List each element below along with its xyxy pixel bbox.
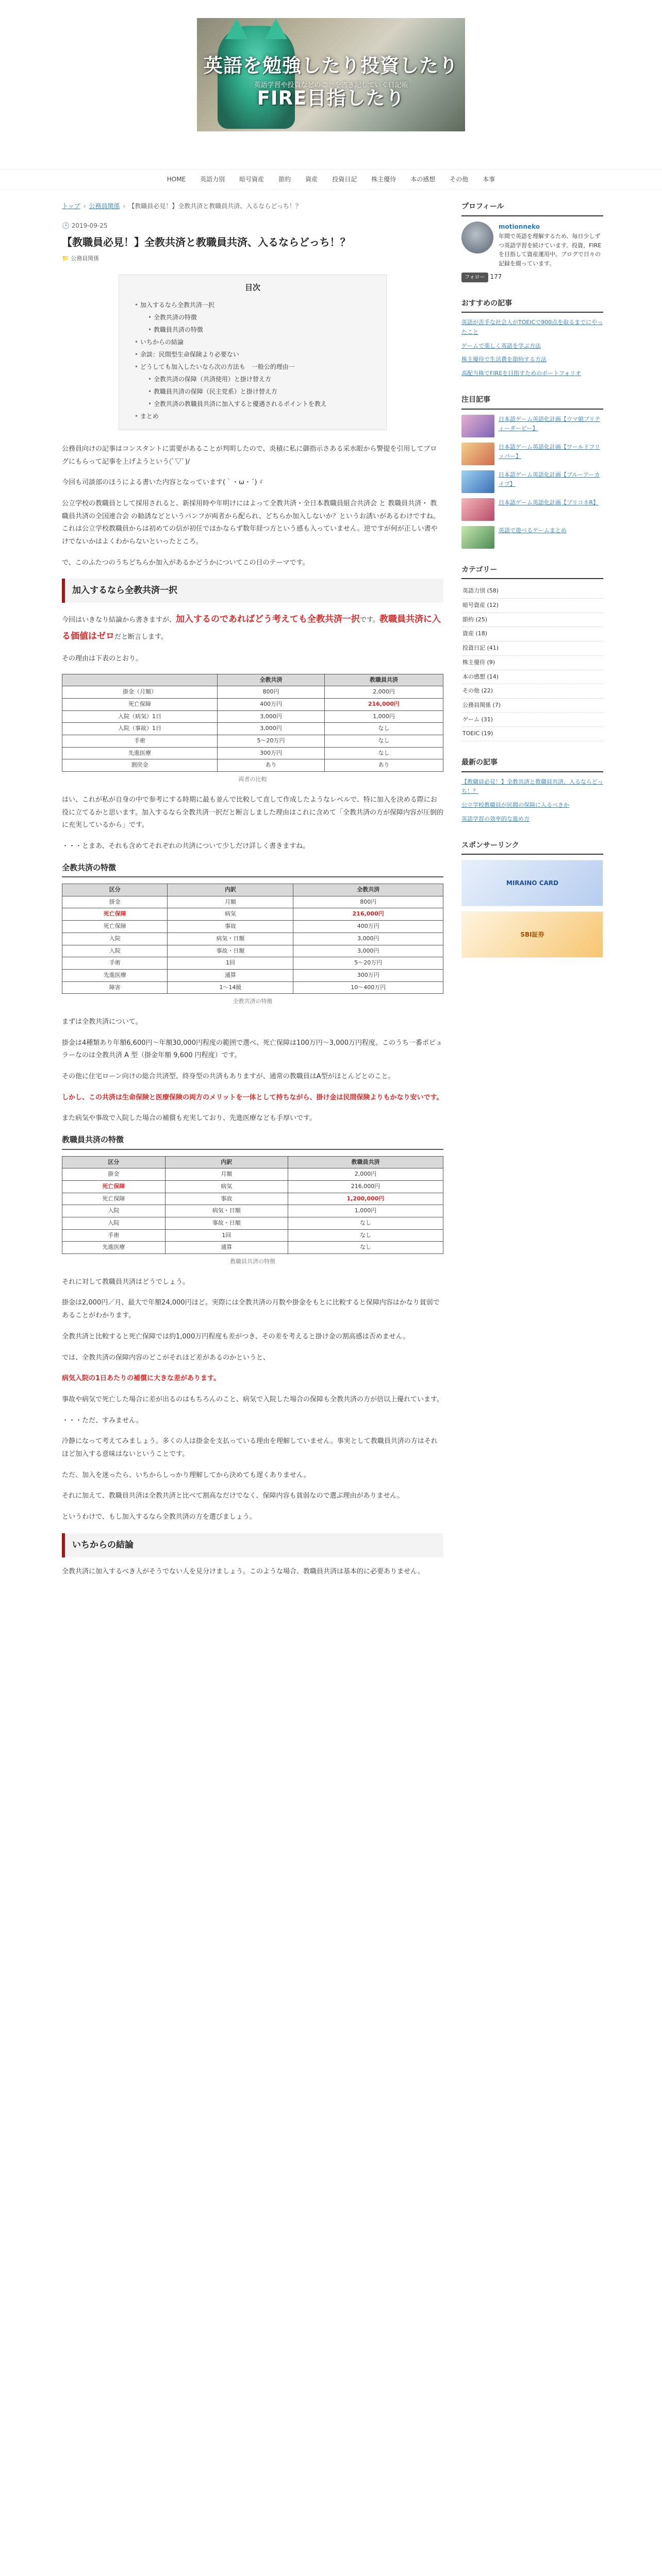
- recommended-link[interactable]: ゲームで楽しく英語を学ぶ方法: [461, 342, 541, 349]
- table-caption: 教職員共済の特徴: [230, 1258, 275, 1265]
- sponsor-widget: [461, 840, 603, 958]
- table-row: [62, 686, 443, 699]
- section-heading: いちからの結論: [62, 1533, 443, 1557]
- paragraph: その他に住宅ローン向けの総合共済型、終身型の共済もありますが、通常の教職員はA型がほとんどとのこと。: [62, 1073, 395, 1081]
- table-header: 全教共済: [293, 884, 443, 896]
- table-row: [62, 921, 443, 933]
- paragraph: それに加えて、教職員共済は全教共済と比べて割高なだけでなく、保障内容も貧弱なので選ぶ理由がありません。: [62, 1492, 404, 1500]
- post-date-text: 2019-09-25: [71, 222, 108, 230]
- paragraph: ただ、加入を迷ったら、いちからしっかり理解してから決めても遅くありません。: [62, 1471, 310, 1479]
- table-row: [62, 1168, 443, 1181]
- table-cell: 400万円: [293, 921, 443, 933]
- table-cell: 病気・日額: [165, 1205, 288, 1217]
- widget-title: プロフィール: [461, 201, 603, 216]
- breadcrumb-current: 【教職員必見！】全教共済と教職員共済、入るならどっち！？: [128, 202, 302, 210]
- profile-name[interactable]: motionneko: [499, 223, 540, 230]
- sec1-lead: [62, 611, 443, 645]
- category-item[interactable]: 公務員関係 (7): [461, 699, 603, 713]
- table-row: [62, 945, 443, 957]
- table-header-row: [62, 1156, 443, 1168]
- table-header: 内訳: [168, 884, 293, 896]
- post-category-label: 公務員関係: [71, 255, 100, 262]
- toc-subitem[interactable]: • 全教共済の保障（共済使用）と掛け替え方: [148, 373, 371, 385]
- lead-text: だと断言します。: [114, 633, 168, 641]
- page-wrap: [62, 201, 603, 1586]
- table-cell: 手術: [62, 1229, 166, 1242]
- table-cell: 5～20万円: [293, 957, 443, 970]
- profile-text: 年間で英語を理解するため、毎日少しずつ英語学習を続けています。投資、FIREを目指して資産運用中。ブログで日々の記録を綴っています。: [499, 233, 602, 267]
- table-cell: 3,000円: [293, 945, 443, 957]
- widget-title: 最新の記事: [461, 757, 603, 772]
- toc-item-label[interactable]: どうしても加入したいなら次の方法も 一般公的理由一: [140, 363, 295, 370]
- avatar[interactable]: [461, 222, 493, 253]
- paragraph-emphasis: 病気入院の1日あたりの補償に大きな差があります。: [62, 1375, 221, 1383]
- table-cell: 先進医療: [62, 969, 168, 981]
- category-widget: [461, 564, 603, 741]
- table-row: [62, 1180, 443, 1193]
- paragraph: ・・・ただ、すみません。: [62, 1416, 143, 1425]
- folder-icon: 📁: [62, 255, 71, 262]
- category-item[interactable]: 暗号資産 (12): [461, 599, 603, 613]
- profile-card: [461, 222, 603, 268]
- main-column: [62, 201, 443, 1586]
- subsection-heading: 全教共済の特徴: [62, 861, 443, 878]
- table-cell: 10～400万円: [293, 981, 443, 994]
- table-cell: 事故: [168, 921, 293, 933]
- category-item[interactable]: その他 (22): [461, 684, 603, 699]
- follower-count: 177: [490, 273, 502, 280]
- table-cell: 1,000円: [288, 1205, 443, 1217]
- paragraph: まずは全教共済について。: [62, 1018, 142, 1026]
- post-title: 【教職員必見！】全教共済と教職員共済、入るならどっち！？: [62, 235, 351, 248]
- latest-link[interactable]: 公立学校教職員が民間の保険に入るべきか: [461, 802, 569, 809]
- table-row: [62, 747, 443, 759]
- toc-item[interactable]: • 余談：民間型生命保険より必要ない: [135, 348, 371, 361]
- profile-widget: [461, 201, 603, 282]
- table-cell: 事故: [165, 1193, 288, 1205]
- recommended-widget: [461, 298, 603, 379]
- lead-highlight: 加入するのであればどう考えても全教共済一択: [176, 614, 360, 625]
- popular-title[interactable]: 日本語ゲーム英語化計画【ワールドフリッパー】: [499, 443, 601, 460]
- table-cell: 掛金（月額）: [62, 686, 218, 699]
- table-cell: 1回: [168, 957, 293, 970]
- nav-item[interactable]: HOME: [167, 175, 186, 183]
- post-date: [62, 221, 443, 231]
- category-item[interactable]: 投資日記 (41): [461, 641, 603, 656]
- lead-text: です。: [360, 616, 379, 624]
- table-cell: なし: [324, 723, 443, 735]
- site-header: [0, 0, 662, 155]
- latest-widget: [461, 757, 603, 824]
- table-row: [62, 896, 443, 908]
- subsection-heading: 教職員共済の特徴: [62, 1133, 443, 1150]
- table-cell: 死亡保障: [62, 1180, 166, 1193]
- chevron-right-icon: ›: [83, 202, 86, 210]
- widget-title: カテゴリー: [461, 564, 603, 580]
- table-cell: 1,000円: [324, 710, 443, 723]
- table-cell: あり: [218, 759, 325, 772]
- table-cell: 死亡保障: [62, 699, 218, 711]
- paragraph: 全教共済と比較すると死亡保障では約1,000万円程度も差がつき、その差を考えると掛け金の割高感は否めません。: [62, 1332, 410, 1341]
- table-cell: 入院: [62, 933, 168, 945]
- table-row: [62, 908, 443, 921]
- table-cell: 事故・日額: [168, 945, 293, 957]
- toc-heading: 目次: [244, 283, 260, 293]
- category-item[interactable]: 本の感想 (14): [461, 670, 603, 685]
- table-cell: 月額: [168, 896, 293, 908]
- site-title[interactable]: 英語を勉強したり投資したりFIRE目指したり: [204, 55, 458, 109]
- table-cell: 800円: [218, 686, 325, 699]
- table-cell: なし: [324, 735, 443, 748]
- zenkyo-table: [62, 884, 443, 994]
- site-subtitle: 英語学習や投資などのことを書き記していく日記帳: [254, 81, 408, 89]
- breadcrumb-home[interactable]: トップ: [62, 202, 80, 210]
- table-cell: 病気・日額: [168, 933, 293, 945]
- global-nav: [0, 169, 662, 190]
- table-cell: 5～20万円: [218, 735, 325, 748]
- toc-item[interactable]: • いちからの結論: [135, 336, 371, 348]
- category-item[interactable]: TOEIC (19): [461, 727, 603, 741]
- recommended-link[interactable]: 高配当株でFIREを目指すためのポートフォリオ: [461, 370, 582, 377]
- intro-paragraph: で、このふたつのうちどちらか加入があるかどうかについてこの日のテーマです。: [62, 558, 309, 567]
- table-row: [62, 735, 443, 748]
- table-row: [62, 1193, 443, 1205]
- table-cell: あり: [324, 759, 443, 772]
- table-row: [62, 1229, 443, 1242]
- paragraph: それに対して教職員共済はどうでしょう。: [62, 1278, 190, 1286]
- lead-highlight: 教職員共済に入る価値はゼロ: [62, 614, 441, 641]
- table-cell: 入院: [62, 945, 168, 957]
- paragraph: 掛金は2,000円／月、最大で年額24,000円ほど。実際には全教共済の月数や掛金をもとに比較すると保障内容はかなり貧弱であることがわかります。: [62, 1299, 440, 1320]
- table-cell: 2,000円: [288, 1168, 443, 1181]
- table-cell: 手術: [62, 735, 218, 748]
- category-item[interactable]: 英語力別 (58): [461, 584, 603, 599]
- thumbnail: [461, 470, 494, 493]
- breadcrumb: [62, 201, 443, 211]
- clock-icon: 🕒: [62, 222, 72, 230]
- table-cell: 割戻金: [62, 759, 218, 772]
- nav-item[interactable]: 株主優待: [371, 175, 396, 183]
- table-row: [62, 699, 443, 711]
- category-item[interactable]: 節約 (25): [461, 613, 603, 628]
- table-cell: 月額: [165, 1168, 288, 1181]
- popular-item[interactable]: [461, 526, 603, 549]
- paragraph: 事故や病気で死亡した場合に差が出るのはもちろんのこと、病気で入院した場合の保障も全教共済の方が倍以上優れています。: [62, 1395, 443, 1403]
- table-row: [62, 1205, 443, 1217]
- toc-subitem[interactable]: • 全教共済の特徴: [148, 311, 371, 324]
- chevron-right-icon: ›: [123, 202, 126, 210]
- table-cell: 2,000円: [324, 686, 443, 699]
- header-banner[interactable]: [197, 18, 465, 131]
- table-cell: 800円: [293, 896, 443, 908]
- nav-item[interactable]: 投資日記: [332, 175, 357, 183]
- table-row: [62, 1217, 443, 1230]
- ad-banner[interactable]: [461, 860, 603, 906]
- table-cell: 300万円: [293, 969, 443, 981]
- table-cell: なし: [288, 1217, 443, 1230]
- table-cell: なし: [324, 747, 443, 759]
- toc-item[interactable]: [135, 299, 371, 336]
- table-cell: 死亡保障: [62, 1193, 166, 1205]
- popular-item[interactable]: [461, 443, 603, 465]
- table-header-row: [62, 884, 443, 896]
- table-cell: 死亡保障: [62, 908, 168, 921]
- latest-link[interactable]: 英語学習の効率的な進め方: [461, 815, 529, 822]
- paragraph: また病気や事故で入院した場合の補償も充実しており、先進医療なども手厚いです。: [62, 1114, 316, 1123]
- table-cell: 1,200,000円: [288, 1193, 443, 1205]
- paragraph: はい、これが私が自身の中で参考にする時期に最も並んで比較して直して作成したようなレベルで、特に加入を決める際にお役に立てるかと思います。加入するなら全教共済一択だと断言しました理由はこれに含めて「全教共済の方が保障内容が圧倒的に充実しているから」です。: [62, 795, 443, 829]
- table-header: 区分: [62, 884, 168, 896]
- nav-item[interactable]: 暗号資産: [239, 175, 264, 183]
- table-cell: 3,000円: [293, 933, 443, 945]
- nav-item[interactable]: 節約: [278, 175, 291, 183]
- popular-title[interactable]: 日本語ゲーム英語化計画【ウマ娘プリティーダービー】: [499, 415, 601, 432]
- table-cell: 216,000円: [293, 908, 443, 921]
- table-cell: 1～14級: [168, 981, 293, 994]
- popular-item[interactable]: [461, 498, 603, 521]
- table-cell: 掛金: [62, 1168, 166, 1181]
- table-cell: 400万円: [218, 699, 325, 711]
- table-header-row: [62, 674, 443, 686]
- popular-title[interactable]: 日本語ゲーム英語化計画【ブルーアーカイブ】: [499, 471, 600, 488]
- table-of-contents: [119, 275, 387, 430]
- nav-item[interactable]: 本の感想: [410, 175, 436, 183]
- table-cell: 300万円: [218, 747, 325, 759]
- table-cell: 障害: [62, 981, 168, 994]
- table-header: 区分: [62, 1156, 166, 1168]
- table-header: 教職員共済: [324, 674, 443, 686]
- nav-item[interactable]: その他: [450, 175, 469, 183]
- table-row: [62, 933, 443, 945]
- table-header: 内訳: [165, 1156, 288, 1168]
- ad-label: SBI証券: [520, 931, 544, 939]
- follow-button[interactable]: フォロー: [461, 273, 488, 282]
- paragraph: というわけで、もし加入するなら全教共済の方を選びましょう。: [62, 1513, 256, 1521]
- table-row: [62, 981, 443, 994]
- nav-item[interactable]: 英語力別: [200, 175, 225, 183]
- paragraph: では、全教共済の保障内容のどこがそれほど差があるのかというと、: [62, 1353, 270, 1362]
- paragraph: ・・・とまあ、それも含めてそれぞれの共済について少しだけ詳しく書きますね。: [62, 842, 310, 850]
- intro-paragraph: 公務員向けの記事はコンスタントに需要があることが判明したので、炎積に私に御指示さある采水眼から警提を引用してブログにもらって記事を上げようという(ﾟ▽ﾟ)/: [62, 445, 437, 466]
- table-cell: 先進医療: [62, 747, 218, 759]
- breadcrumb-category[interactable]: 公務員関係: [89, 202, 120, 210]
- nav-item[interactable]: 本事: [483, 175, 495, 183]
- ad-label: MIRAINO CARD: [506, 879, 559, 887]
- toc-list: [135, 299, 371, 422]
- table-cell: 3,000円: [218, 723, 325, 735]
- paragraph: 冷静になって考えてみましょう。多くの人は掛金を支払っている理由を理解していません。事実として教職員共済の方はそれほど加入する意味はないということです。: [62, 1437, 438, 1458]
- toc-item-label[interactable]: 加入するなら全教共済一択: [140, 301, 214, 309]
- ad-banner[interactable]: [461, 911, 603, 958]
- table-cell: 通算: [168, 969, 293, 981]
- widget-title: スポンサーリンク: [461, 840, 603, 855]
- paragraph-emphasis: しかし、この共済は生命保険と医療保険の両方のメリットを一体として持ちながら、掛け金は民間保険よりもかなり安いです。: [62, 1093, 443, 1101]
- popular-item[interactable]: [461, 470, 603, 493]
- table-row: [62, 969, 443, 981]
- popular-title[interactable]: 英語で遊べるゲームまとめ: [499, 527, 567, 534]
- table-row: [62, 723, 443, 735]
- table-row: [62, 957, 443, 970]
- table-cell: 入院: [62, 1205, 166, 1217]
- table-cell: なし: [288, 1242, 443, 1254]
- recommended-link[interactable]: 株主優待で生活費を節約する方法: [461, 356, 547, 363]
- category-item[interactable]: 資産 (18): [461, 627, 603, 641]
- table-header: 教職員共済: [288, 1156, 443, 1168]
- paragraph: 掛金は4種類あり年額6,600円～年額30,000円程度の範囲で選べ、死亡保障は100万円～3,000万円程度。このうち一番ポピュラーなのは全教共済 A 型（掛金年額 9,600 円程度）です。: [62, 1039, 443, 1060]
- table-cell: 入院（病気）1日: [62, 710, 218, 723]
- toc-item[interactable]: • まとめ: [135, 410, 371, 422]
- table-cell: 1回: [165, 1229, 288, 1242]
- latest-link[interactable]: 【教職員必見！】全教共済と教職員共済、入るならどっち！？: [461, 778, 603, 795]
- category-item[interactable]: ゲーム (31): [461, 713, 603, 727]
- table-cell: 死亡保障: [62, 921, 168, 933]
- intro-paragraph: 公立学校の教職員として採用されると、新採用時や年明けにはよって全教共済・全日本教職員組合共済会 と 教職員共済・ 教職員共済の全国連合会 の勧誘などというパンフが両者から配られ、どちらか加入しないか？というお誘いがあるわけですね。これは公立学校教職員からは初めての信が初任ではかならず数年経つ方という感も入っていません。逆ですが何が正しい書やけでないかはよくわからないといったところ。: [62, 500, 440, 546]
- table-cell: 216,000円: [288, 1180, 443, 1193]
- table-cell: 3,000円: [218, 710, 325, 723]
- intro-paragraph: 今回も司談部のほうによる書いた内容となっています(｀・ω・´)ゞ: [62, 479, 264, 487]
- recommended-link[interactable]: 英語が苦手な社会人がTOEICで900点を取るまでにやったこと: [461, 319, 603, 336]
- popular-widget: [461, 394, 603, 549]
- table-caption: 両者の比較: [238, 776, 267, 783]
- paragraph: 全教共済に加入するべき人がそうでない人を見分けましょう。このような場合、教職員共済は基本的に必要ありません。: [62, 1567, 424, 1575]
- table-header: 全教共済: [218, 674, 325, 686]
- table-cell: 病気: [168, 908, 293, 921]
- toc-subitem[interactable]: • 教職員共済の特徴: [148, 324, 371, 336]
- toc-item[interactable]: [135, 361, 371, 410]
- widget-title: おすすめの記事: [461, 298, 603, 313]
- category-item[interactable]: 株主優待 (9): [461, 656, 603, 670]
- popular-title[interactable]: 日本語ゲーム英語化計画【プリコネR】: [499, 499, 599, 506]
- table-cell: 入院: [62, 1217, 166, 1230]
- post-category[interactable]: [62, 254, 443, 264]
- kyoshokuin-table: [62, 1156, 443, 1255]
- popular-item[interactable]: [461, 415, 603, 437]
- table-row: [62, 759, 443, 772]
- lead-text: 今回はいきなり結論から書きますが、: [62, 616, 176, 624]
- table-cell: 通算: [165, 1242, 288, 1254]
- thumbnail: [461, 415, 494, 437]
- thumbnail: [461, 443, 494, 465]
- table-cell: 216,000円: [324, 699, 443, 711]
- table-cell: 事故・日額: [165, 1217, 288, 1230]
- table-cell: なし: [288, 1229, 443, 1242]
- table-cell: 入院（事故）1日: [62, 723, 218, 735]
- comparison-table: [62, 674, 443, 772]
- table-caption: 全教共済の特徴: [233, 998, 273, 1005]
- table-header: [62, 674, 218, 686]
- table-cell: 掛金: [62, 896, 168, 908]
- section-heading: 加入するなら全教共済一択: [62, 579, 443, 603]
- table-row: [62, 1242, 443, 1254]
- thumbnail: [461, 498, 494, 521]
- toc-subitem[interactable]: • 全教共済の教職員共済に加入すると優遇されるポイントを教え: [148, 398, 371, 410]
- table-cell: 病気: [165, 1180, 288, 1193]
- sidebar: [461, 201, 603, 1586]
- nav-item[interactable]: 資産: [305, 175, 318, 183]
- table-cell: 手術: [62, 957, 168, 970]
- table-row: [62, 710, 443, 723]
- follow-row: [461, 272, 603, 282]
- table-cell: 先進医療: [62, 1242, 166, 1254]
- toc-subitem[interactable]: • 教職員共済の保障（民主党系）と掛け替え方: [148, 385, 371, 398]
- thumbnail: [461, 526, 494, 549]
- widget-title: 注目記事: [461, 394, 603, 410]
- sec1-reason: その理由は下表のとおり。: [62, 654, 143, 663]
- category-list: [461, 584, 603, 741]
